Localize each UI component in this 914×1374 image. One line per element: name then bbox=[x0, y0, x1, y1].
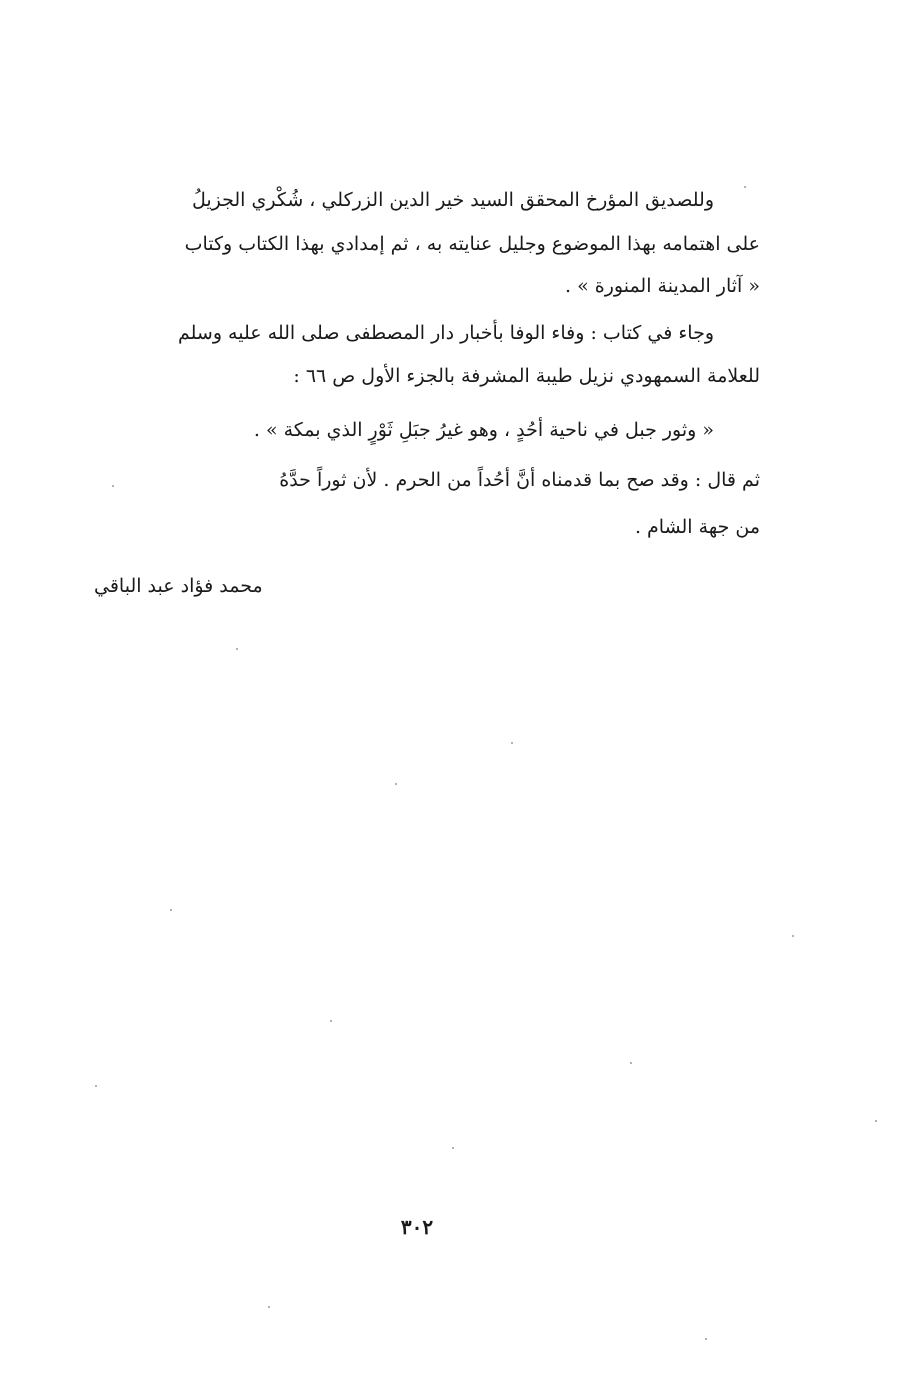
page-number: ٣٠٢ bbox=[400, 1215, 434, 1239]
quotation-line: « وثور جبل في ناحية أحُدٍ ، وهو غيرُ جبَلِ ثَوْرٍ الذي بمكة » . bbox=[253, 419, 714, 441]
scan-speck bbox=[95, 1085, 97, 1087]
scan-speck bbox=[236, 648, 238, 650]
paragraph-4-line-2: من جهة الشام . bbox=[634, 516, 760, 538]
scan-speck bbox=[395, 783, 397, 785]
paragraph-2-line-1: وجاء في كتاب : وفاء الوفا بأخبار دار المصطفى صلى الله عليه وسلم bbox=[177, 322, 714, 344]
paragraph-2-line-2: للعلامة السمهودي نزيل طيبة المشرفة بالجزء الأول ص ٦٦ : bbox=[293, 365, 760, 387]
author-signature: محمد فؤاد عبد الباقي bbox=[94, 575, 263, 597]
scan-speck bbox=[875, 1120, 877, 1122]
scan-speck bbox=[511, 742, 513, 744]
scan-speck bbox=[744, 186, 746, 188]
paragraph-1-line-3: « آثار المدينة المنورة » . bbox=[565, 275, 760, 297]
scan-speck bbox=[630, 1062, 632, 1064]
scan-speck bbox=[792, 935, 794, 937]
scan-speck bbox=[452, 1147, 454, 1149]
paragraph-4-line-1: ثم قال : وقد صح بما قدمناه أنَّ أحُداً من الحرم . لأن ثوراً حدَّهُ bbox=[279, 469, 760, 491]
paragraph-1-line-2: على اهتمامه بهذا الموضوع وجليل عنايته به ، ثم إمدادي بهذا الكتاب وكتاب bbox=[184, 233, 760, 255]
scan-speck bbox=[268, 1306, 270, 1308]
scan-speck bbox=[112, 485, 114, 487]
scan-speck bbox=[705, 1338, 707, 1340]
scan-speck bbox=[330, 1020, 332, 1022]
scan-speck bbox=[170, 909, 172, 911]
paragraph-1-line-1: وللصديق المؤرخ المحقق السيد خير الدين الزركلي ، شُكْري الجزيلُ bbox=[191, 189, 714, 211]
